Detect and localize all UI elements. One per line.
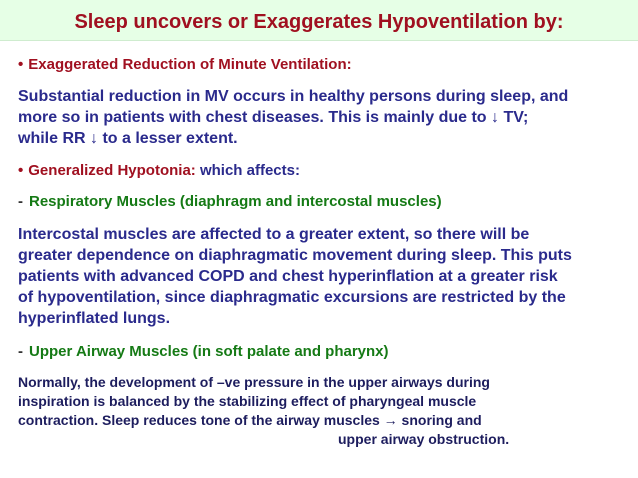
sub1-heading: Respiratory Muscles (diaphragm and intercostal muscles): [29, 193, 442, 210]
bullet-icon: •: [18, 56, 24, 73]
sub2-line: contraction. Sleep reduces tone of the airway muscles → snoring and: [18, 412, 482, 428]
section1-heading-row: [18, 56, 630, 73]
sub2-line: Normally, the development of –ve pressure in the upper airways during: [18, 374, 490, 390]
sub1-heading-row: [18, 193, 630, 210]
section1-heading: Exaggerated Reduction of Minute Ventilation:: [28, 56, 352, 73]
title-band: [0, 0, 638, 41]
sub2-heading: Upper Airway Muscles (in soft palate and pharynx): [29, 343, 389, 360]
dash-icon: -: [18, 193, 23, 210]
section2-heading: Generalized Hypotonia:: [28, 162, 196, 179]
slide-title: Sleep uncovers or Exaggerates Hypoventilation by:: [74, 11, 564, 33]
sub1-line: Intercostal muscles are affected to a greater extent, so there will be: [18, 226, 530, 243]
section1-line: while RR ↓ to a lesser extent.: [18, 130, 238, 147]
section2-heading-row: [18, 162, 630, 179]
sub1-line: greater dependence on diaphragmatic movement during sleep. This puts: [18, 247, 572, 264]
sub1-line: of hypoventilation, since diaphragmatic excursions are restricted by the: [18, 289, 566, 306]
sub2-heading-row: [18, 343, 630, 360]
section1-line: Substantial reduction in MV occurs in healthy persons during sleep, and: [18, 88, 569, 105]
section1-line: more so in patients with chest diseases. This is mainly due to ↓ TV;: [18, 109, 529, 126]
sub2-line: upper airway obstruction.: [338, 431, 510, 447]
sub1-line: hyperinflated lungs.: [18, 310, 171, 327]
section2-heading-suffix: which affects:: [195, 162, 300, 179]
bullet-icon: •: [18, 162, 24, 179]
dash-icon: -: [18, 343, 23, 360]
sub1-line: patients with advanced COPD and chest hyperinflation at a greater risk: [18, 268, 558, 285]
sub2-line: inspiration is balanced by the stabilizing effect of pharyngeal muscle: [18, 393, 477, 409]
